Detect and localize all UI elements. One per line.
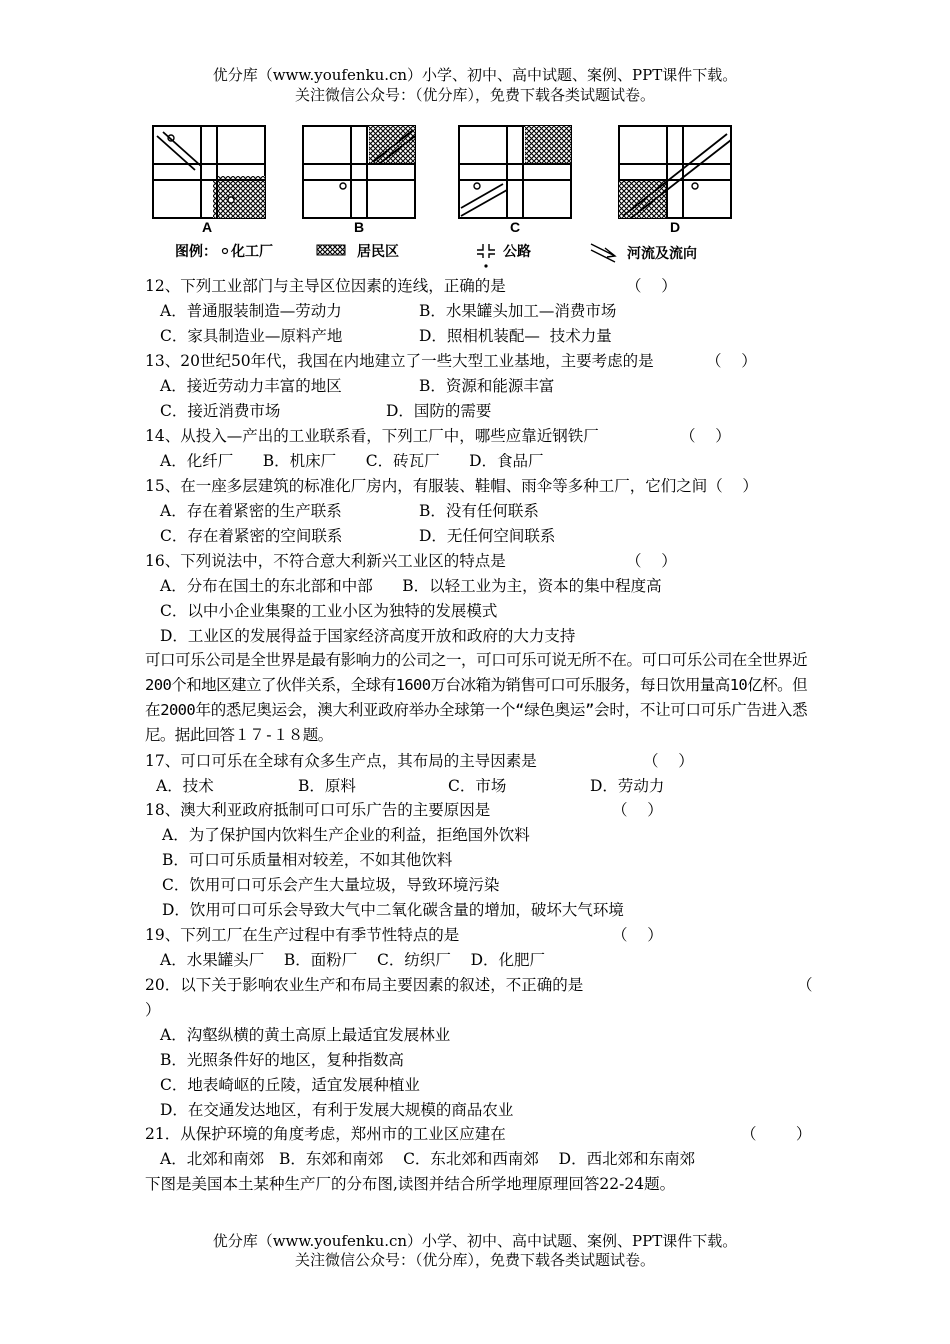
legend-residential: 居民区	[357, 243, 399, 259]
q16-option-ab: A．分布在国土的东北部和中部 B．以轻工业为主，资本的集中程度高	[160, 577, 662, 595]
q13-option-c: C．接近消费市场	[160, 402, 281, 420]
q13-option-b: B．资源和能源丰富	[419, 377, 555, 395]
q17-stem: 17、可口可乐在全球有众多生产点，其布局的主导因素是	[145, 752, 537, 770]
q15-option-c: C．存在着紧密的空间联系	[160, 527, 343, 545]
legend-title: 图例：	[175, 243, 217, 259]
q17-option-b: B．原料	[298, 777, 356, 795]
header-line-2: 关注微信公众号：（优分库），免费下载各类试题试卷。	[294, 86, 655, 104]
q15-option-d: D．无任何空间联系	[419, 527, 556, 545]
legend-road: 公路	[503, 243, 531, 259]
panel-d-map	[619, 126, 731, 218]
q14-options: A．化纤厂 B．机床厂 C．砖瓦厂 D．食品厂	[160, 452, 544, 470]
land-use-figure	[145, 122, 765, 272]
q19-options: A．水果罐头厂 B．面粉厂 C．纺织厂 D．化肥厂	[160, 951, 545, 969]
q18-stem: 18、澳大利亚政府抵制可口可乐广告的主要原因是	[145, 801, 491, 819]
q18-option-d: D．饮用可口可乐会导致大气中二氧化碳含量的增加，破坏大气环境	[162, 901, 624, 919]
q12-option-c: C．家具制造业—原料产地	[160, 327, 343, 345]
panel-d-label: D	[669, 219, 681, 235]
q15-stem: 15、在一座多层建筑的标准化厂房内，有服装、鞋帽、雨伞等多种工厂，它们之间（ ）	[145, 477, 758, 495]
q16-option-d: D．工业区的发展得益于国家经济高度开放和政府的大力支持	[160, 627, 576, 645]
panel-a-map	[153, 126, 265, 218]
q20-paren-open: （	[797, 976, 813, 994]
q20-paren-close: ）	[145, 1001, 161, 1019]
coca-cola-passage: 可口可乐公司是全世界是最有影响力的公司之一，可口可乐可说无所不在。可口可乐公司在全世界近200个和地区建立了伙伴关系，全球有1600万台冰箱为销售可口可乐服务，每日饮用量高10亿杯。但在2000年的悉尼奥运会，澳大利亚政府举办全球第一个“绿色奥运”会时，不让可口可乐广告进入悉尼。据此回答１７-１８题。	[145, 651, 807, 744]
q12-stem: 12、下列工业部门与主导区位因素的连线，正确的是	[145, 277, 506, 295]
q15-option-a: A．存在着紧密的生产联系	[160, 502, 342, 520]
q21-stem: 21．从保护环境的角度考虑，郑州市的工业区应建在	[145, 1125, 506, 1143]
q13-stem: 13、20世纪50年代，我国在内地建立了一些大型工业基地，主要考虑的是	[145, 352, 654, 370]
q21-paren: （ ）	[741, 1125, 812, 1143]
river-flow-icon	[591, 244, 615, 262]
q14-paren: （ ）	[680, 427, 731, 445]
chemical-plant-icon	[223, 249, 228, 254]
q17-option-d: D．劳动力	[590, 777, 665, 795]
q12-option-b: B．水果罐头加工—消费市场	[419, 302, 617, 320]
q20-option-b: B．光照条件好的地区，复种指数高	[160, 1051, 404, 1069]
panel-c-label: C	[509, 219, 521, 235]
panel-c-map	[459, 126, 571, 218]
q12-option-a: A．普通服装制造—劳动力	[160, 302, 342, 320]
road-icon	[477, 244, 495, 258]
q14-stem: 14、从投入—产出的工业联系看，下列工厂中，哪些应靠近钢铁厂	[145, 427, 599, 445]
q19-stem: 19、下列工厂在生产过程中有季节性特点的是	[145, 926, 460, 944]
header-line-1: 优分库（www.youfenku.cn）小学、初中、高中试题、案例、PPT课件下载。	[212, 66, 738, 84]
q19-paren: （ ）	[612, 926, 663, 944]
q18-option-a: A．为了保护国内饮料生产企业的利益，拒绝国外饮料	[162, 826, 530, 844]
q22-intro: 下图是美国本土某种生产厂的分布图,读图并结合所学地理原理回答22-24题。	[145, 1175, 676, 1193]
legend-chemical-plant: 化工厂	[231, 243, 273, 259]
q12-paren: （ ）	[626, 277, 677, 295]
q12-option-d: D．照相机装配— 技术力量	[419, 327, 612, 345]
panel-b-map	[303, 126, 415, 218]
q13-option-a: A．接近劳动力丰富的地区	[160, 377, 342, 395]
footer-line-1: 优分库（www.youfenku.cn）小学、初中、高中试题、案例、PPT课件下载。	[212, 1232, 738, 1250]
q20-option-a: A．沟壑纵横的黄土高原上最适宜发展林业	[160, 1026, 451, 1044]
q18-option-c: C．饮用可口可乐会产生大量垃圾，导致环境污染	[162, 876, 500, 894]
q17-option-a: A．技术	[156, 777, 214, 795]
residential-area-icon	[317, 245, 345, 255]
q20-option-d: D．在交通发达地区，有利于发展大规模的商品农业	[160, 1101, 514, 1119]
q20-option-c: C．地表崎岖的丘陵，适宜发展种植业	[160, 1076, 420, 1094]
q20-stem: 20．以下关于影响农业生产和布局主要因素的叙述，不正确的是	[145, 976, 584, 994]
q15-option-b: B．没有任何联系	[419, 502, 539, 520]
q16-stem: 16、下列说法中，不符合意大利新兴工业区的特点是	[145, 552, 506, 570]
q16-paren: （ ）	[626, 552, 677, 570]
q13-paren: （ ）	[706, 352, 757, 370]
q17-paren: （ ）	[643, 752, 694, 770]
footer-line-2: 关注微信公众号：（优分库），免费下载各类试题试卷。	[294, 1251, 655, 1269]
q13-option-d: D．国防的需要	[386, 402, 492, 420]
q18-option-b: B．可口可乐质量相对较差，不如其他饮料	[162, 851, 453, 869]
q17-option-c: C．市场	[448, 777, 507, 795]
panel-b-label: B	[353, 219, 365, 235]
q18-paren: （ ）	[612, 801, 663, 819]
q21-options: A．北郊和南郊 B．东郊和南郊 C．东北郊和西南郊 D．西北郊和东南郊	[160, 1150, 696, 1168]
q16-option-c: C．以中小企业集聚的工业小区为独特的发展模式	[160, 602, 498, 620]
legend-river: 河流及流向	[627, 245, 697, 261]
panel-a-label: A	[201, 219, 213, 235]
